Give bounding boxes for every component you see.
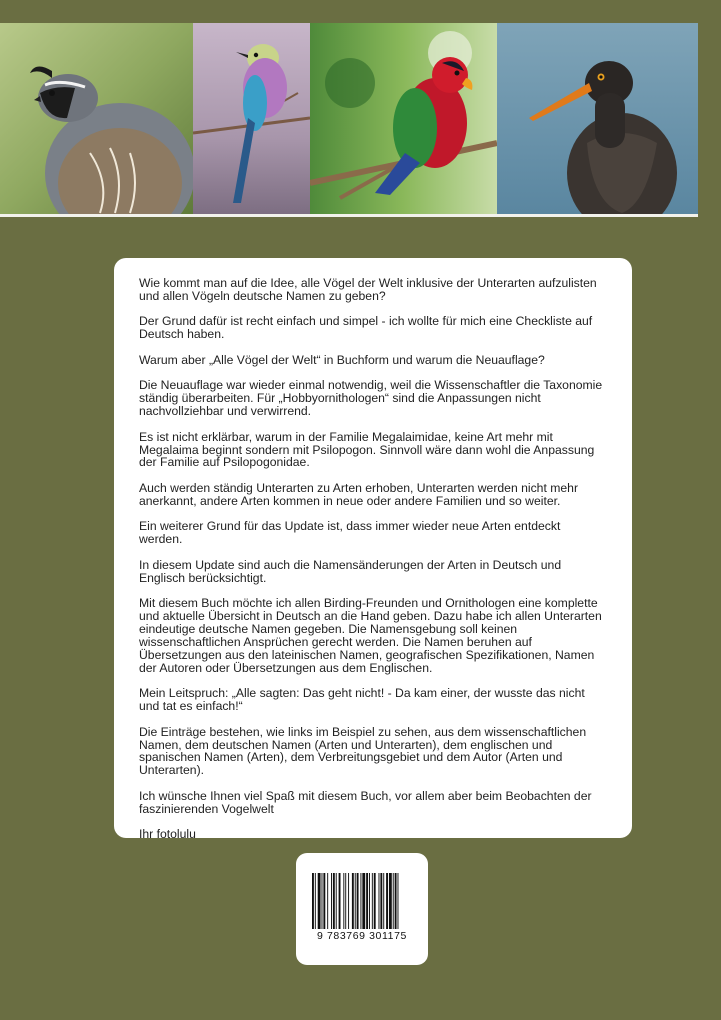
barcode-bar (360, 873, 361, 929)
paragraph-new-edition: Die Neuauflage war wieder einmal notwendig, weil die Wissenschaftler die Taxonomie ständig überarbeiten. Für „Hobbyornithologen“ sind die Anpassungen nicht nachvollziehbar und verwirrend. (139, 378, 603, 419)
barcode-bar (318, 873, 321, 929)
barcode-bar (374, 873, 376, 929)
barcode-bar (362, 873, 365, 929)
paragraph-why-book: Warum aber „Alle Vögel der Welt“ in Buchform und warum die Neuauflage? (139, 352, 545, 367)
barcode-bar (366, 873, 368, 929)
barcode-bar (372, 873, 373, 929)
roller-photo (193, 23, 310, 214)
barcode-bar (398, 873, 399, 929)
lory-photo (310, 23, 497, 214)
paragraph-intro-question: Wie kommt man auf die Idee, alle Vögel der Welt inklusive der Unterarten aufzulisten und allen Vögeln deutsche Namen zu geben? (139, 276, 597, 303)
barcode-bar (331, 873, 332, 929)
quail-photo (0, 23, 193, 214)
paragraph-motto: Mein Leitspruch: „Alle sagten: Das geht nicht! - Da kam einer, der wusste das nicht und tat es einfach!“ (139, 686, 585, 714)
barcode-bar (383, 873, 384, 929)
photo-strip-underline (0, 214, 698, 217)
barcode-bar (348, 873, 349, 929)
paragraph-name-changes: In diesem Update sind auch die Namensänderungen der Arten in Deutsch und Englisch berücksichtigt. (139, 557, 562, 585)
barcode-bar (312, 873, 314, 929)
barcode-bar (322, 873, 323, 929)
paragraph-wishes: Ich wünsche Ihnen viel Spaß mit diesem Buch, vor allem aber beim Beobachten der faszinierenden Vogelwelt (139, 788, 592, 816)
barcode-bar (336, 873, 337, 929)
oystercatcher-photo (497, 23, 698, 214)
barcode-bar (339, 873, 341, 929)
paragraph-subspecies: Auch werden ständig Unterarten zu Arten erhoben, Unterarten werden nicht mehr anerkannt, andere Arten kommen in neue oder andere Familien und so weiter. (139, 480, 578, 508)
barcode-bars (310, 873, 414, 933)
paragraph-purpose: Mit diesem Buch möchte ich allen Birding-Freunden und Ornithologen eine komplette und aktuelle Übersicht in Deutsch an die Hand geben. Dazu habe ich allen Unterarten eindeutige deutsche Namen gegeben. Die Namensgebung soll keinen wissenschaftlichen Ansprüchen gerecht werden. Die Namen beruhen auf Übersetzungen aus den lateinischen Namen, geografischen Spezifikationen, Namen der Autoren oder Übersetzungen aus dem Englischen. (139, 596, 602, 675)
barcode-bar (386, 873, 388, 929)
barcode-bar (333, 873, 335, 929)
barcode-bar (369, 873, 370, 929)
barcode-bar (323, 873, 325, 929)
barcode-bar (345, 873, 346, 929)
barcode-bar (379, 873, 380, 929)
bird-photo-strip (0, 23, 698, 214)
paragraph-new-species: Ein weiterer Grund für das Update ist, dass immer wieder neue Arten entdeckt werden. (139, 519, 561, 547)
barcode-bar (380, 873, 382, 929)
barcode-bar (343, 873, 344, 929)
barcode-bar (393, 873, 394, 929)
barcode-bar (357, 873, 359, 929)
barcode-bar (315, 873, 316, 929)
blurb-card (114, 258, 632, 842)
paragraph-reason: Der Grund dafür ist recht einfach und simpel - ich wollte für mich eine Checkliste auf Deutsch haben. (139, 314, 593, 342)
barcode-bar (389, 873, 392, 929)
barcode-bar (395, 873, 397, 929)
isbn-number: 9 783769 301175 (317, 930, 407, 942)
barcode-bar (355, 873, 356, 929)
barcode-bar (327, 873, 328, 929)
barcode-bar (352, 873, 354, 929)
paragraph-entries: Die Einträge bestehen, wie links im Beispiel zu sehen, aus dem wissenschaftlichen Namen, dem deutschen Namen (Arten und Unterarten), dem englischen und spanischen Namen (Arten), dem Verbreitungsgebiet und dem Autor (Arten und Unterarten). (139, 724, 587, 778)
signature: Ihr fotolulu (139, 827, 196, 842)
barcode-card (296, 853, 428, 965)
paragraph-megalaimidae: Es ist nicht erklärbar, warum in der Familie Megalaimidae, keine Art mehr mit Megalaima beginnt sondern mit Psilopogon. Sinnvoll wäre dann wohl die Anpassung der Familie auf Psilopogonidae. (139, 429, 595, 470)
